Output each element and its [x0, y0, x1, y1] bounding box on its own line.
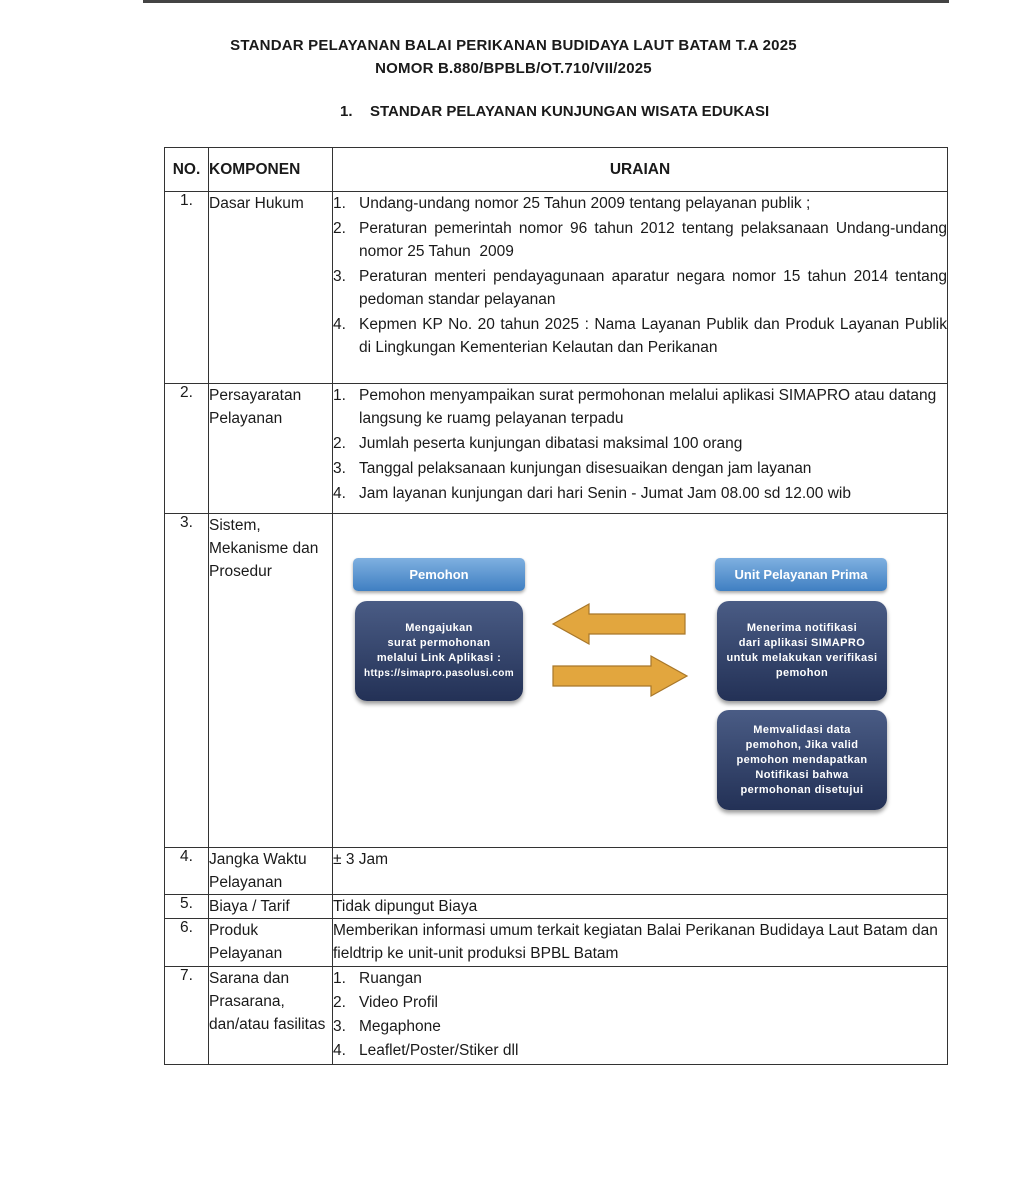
- box-line: pemohon mendapatkan: [736, 753, 868, 766]
- table-row: [165, 192, 948, 384]
- table-row: [165, 514, 948, 848]
- table-row: [165, 848, 948, 895]
- arrow-left-icon: [551, 602, 691, 646]
- list-item: [333, 313, 947, 359]
- list-text: Ruangan: [359, 970, 422, 987]
- service-unit-header: Unit Pelayanan Prima: [715, 558, 887, 591]
- section-heading: [340, 103, 769, 120]
- box-line: https://simapro.pasolusi.com: [363, 668, 515, 679]
- list-item: [333, 457, 947, 480]
- list-text: Undang-undang nomor 25 Tahun 2009 tentang pelayanan publik ;: [359, 195, 811, 212]
- table-row: [165, 919, 948, 967]
- row-uraian: [333, 192, 982, 384]
- list-number: 4.: [333, 316, 346, 333]
- list-item: [333, 217, 978, 263]
- list-number: 4.: [333, 1042, 346, 1059]
- box-line: Memvalidasi data: [753, 723, 851, 736]
- procedure-flowchart: [333, 514, 947, 844]
- validation-step-box: [717, 710, 887, 810]
- list-text: Megaphone: [359, 1018, 441, 1035]
- list-item: [333, 192, 947, 215]
- row-number: 2.: [165, 384, 209, 514]
- list-text: Peraturan pemerintah nomor 96 tahun 2012 tentang pelaksanaan Undang-undang nomor 25 Tahun 2009: [359, 220, 978, 260]
- list-number: 2.: [333, 435, 346, 452]
- row-uraian: Tidak dipungut Biaya: [333, 895, 948, 919]
- list-item: [333, 1015, 947, 1038]
- box-line: melalui Link Aplikasi :: [376, 652, 502, 664]
- list-number: 4.: [333, 485, 346, 502]
- list-number: 1.: [333, 195, 346, 212]
- list-number: 3.: [333, 268, 346, 285]
- list-text: Pemohon menyampaikan surat permohonan melalui aplikasi SIMAPRO atau datang langsung ke ruamg pelayanan terpadu: [359, 387, 937, 427]
- row-number: 4.: [165, 848, 209, 895]
- list-text: Kepmen KP No. 20 tahun 2025 : Nama Layanan Publik dan Produk Layanan Publik di Lingkungan Kementerian Kelautan dan Perikanan: [359, 316, 947, 356]
- table-header-row: [165, 148, 948, 192]
- document-title: STANDAR PELAYANAN BALAI PERIKANAN BUDIDAYA LAUT BATAM T.A 2025: [230, 37, 797, 54]
- list-number: 1.: [333, 970, 346, 987]
- row-uraian: [333, 514, 948, 848]
- row-uraian: Memberikan informasi umum terkait kegiatan Balai Perikanan Budidaya Laut Batam dan fieldtrip ke unit-unit produksi BPBL Batam: [333, 919, 948, 967]
- list-number: 2.: [333, 220, 346, 237]
- row-komponen: Sarana dan Prasarana, dan/atau fasilitas: [209, 967, 333, 1065]
- table-row: [165, 895, 948, 919]
- list-item: [333, 265, 982, 311]
- row-number: 7.: [165, 967, 209, 1065]
- section-number: 1.: [340, 103, 353, 120]
- box-line: Menerima notifikasi: [746, 622, 858, 634]
- list-item: [333, 482, 947, 505]
- list-number: 3.: [333, 460, 346, 477]
- row-number: 6.: [165, 919, 209, 967]
- list-item: [333, 1039, 947, 1062]
- table-row: [165, 384, 948, 514]
- list-text: Jam layanan kunjungan dari hari Senin - Jumat Jam 08.00 sd 12.00 wib: [359, 485, 851, 502]
- row-komponen: Jangka Waktu Pelayanan: [209, 848, 333, 895]
- header-komponen: KOMPONEN: [209, 148, 333, 192]
- row-number: 3.: [165, 514, 209, 848]
- applicant-header: Pemohon: [353, 558, 525, 591]
- header-no: NO.: [165, 148, 209, 192]
- row-komponen: Biaya / Tarif: [209, 895, 333, 919]
- row-komponen: Persayaratan Pelayanan: [209, 384, 333, 514]
- row-number: 1.: [165, 192, 209, 384]
- box-line: pemohon: [775, 667, 829, 679]
- box-line: Notifikasi bahwa: [755, 768, 849, 781]
- top-border: [143, 0, 949, 3]
- list-text: Video Profil: [359, 994, 438, 1011]
- applicant-step-box: [355, 601, 523, 701]
- box-line: permohonan disetujui: [740, 783, 864, 796]
- row-uraian: [333, 967, 948, 1065]
- list-item: [333, 991, 947, 1014]
- row-komponen: Produk Pelayanan: [209, 919, 333, 967]
- row-komponen: Dasar Hukum: [209, 192, 333, 384]
- list: [333, 384, 947, 505]
- row-uraian: ± 3 Jam: [333, 848, 948, 895]
- list-number: 3.: [333, 1018, 346, 1035]
- row-komponen: Sistem, Mekanisme dan Prosedur: [209, 514, 333, 848]
- row-uraian: [333, 384, 948, 514]
- arrow-right-icon: [551, 654, 691, 698]
- document-number: NOMOR B.880/BPBLB/OT.710/VII/2025: [375, 60, 652, 77]
- list-number: 2.: [333, 994, 346, 1011]
- section-title: STANDAR PELAYANAN KUNJUNGAN WISATA EDUKASI: [370, 103, 770, 120]
- list-text: Jumlah peserta kunjungan dibatasi maksimal 100 orang: [359, 435, 743, 452]
- list-item: [333, 384, 947, 430]
- list-item: [333, 967, 947, 990]
- list: [333, 967, 947, 1062]
- list-number: 1.: [333, 387, 346, 404]
- header-uraian: URAIAN: [333, 148, 948, 192]
- list-text: Leaflet/Poster/Stiker dll: [359, 1042, 519, 1059]
- row-number: 5.: [165, 895, 209, 919]
- list: [333, 192, 982, 359]
- box-line: pemohon, Jika valid: [745, 738, 859, 751]
- list-text: Tanggal pelaksanaan kunjungan disesuaikan dengan jam layanan: [359, 460, 812, 477]
- box-line: dari aplikasi SIMAPRO: [738, 637, 866, 649]
- table-row: [165, 967, 948, 1065]
- notification-step-box: [717, 601, 887, 701]
- list-text: Peraturan menteri pendayagunaan aparatur negara nomor 15 tahun 2014 tentang pedoman standar pelayanan: [359, 268, 982, 308]
- list-item: [333, 432, 947, 455]
- service-standard-table: [164, 147, 982, 1065]
- box-line: Mengajukan: [405, 622, 473, 634]
- box-line: untuk melakukan verifikasi: [726, 652, 878, 664]
- box-line: surat permohonan: [387, 637, 491, 649]
